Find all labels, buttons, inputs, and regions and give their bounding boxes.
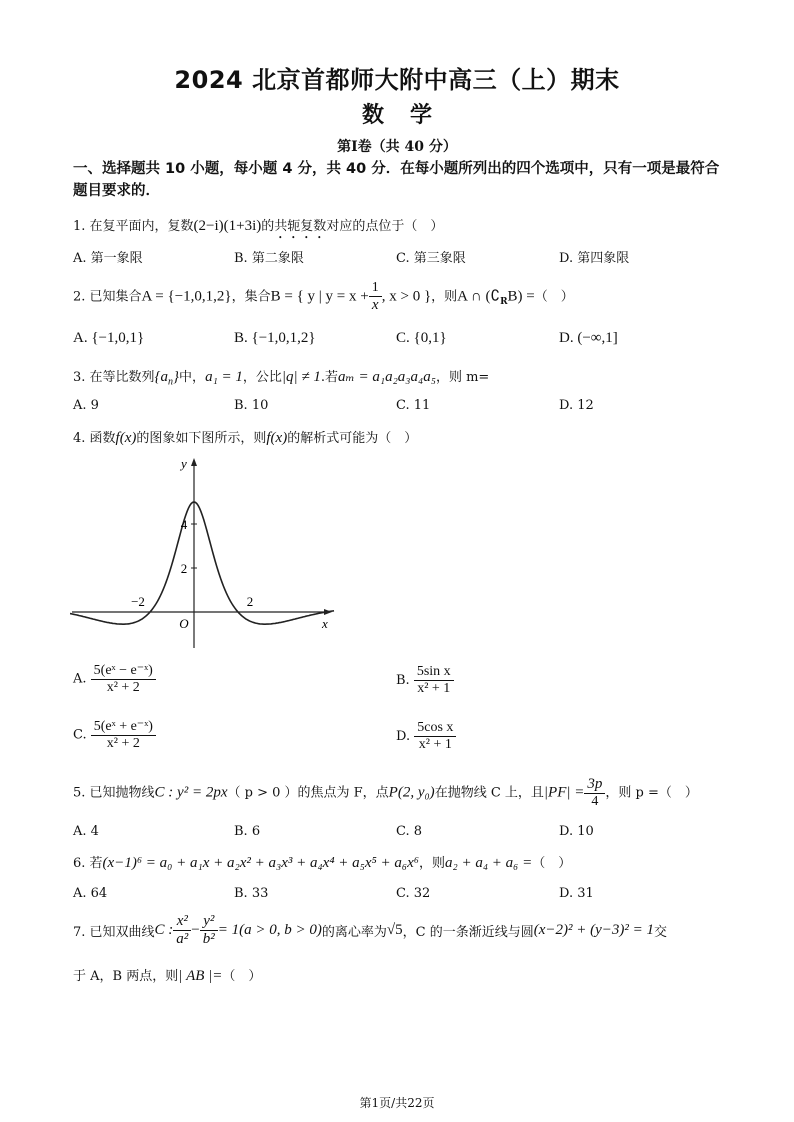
q1-option-d[interactable]: D. 第四象限 — [559, 251, 630, 266]
q6-option-d[interactable]: D. 31 — [559, 886, 594, 901]
q2-option-b[interactable]: B. {−1,0,1,2} — [234, 330, 316, 346]
q6-option-a[interactable]: A. 64 — [73, 886, 108, 901]
q3-option-b[interactable]: B. 10 — [234, 398, 269, 413]
question-2-stem — [73, 280, 574, 314]
q7-circle: (x−2)² + (y−3)² = 1 — [533, 922, 654, 938]
q5-point: P(2, y₀) — [388, 784, 435, 801]
question-1-stem — [73, 215, 443, 242]
q7-eccentricity: √5 — [386, 922, 403, 938]
function-graph — [70, 452, 340, 652]
q3-option-a[interactable]: A. 9 — [73, 398, 99, 413]
origin-label: O — [179, 616, 189, 631]
q2-expression: A ∩ (∁ — [457, 288, 501, 305]
q7-equation: = 1(a > 0, b > 0) — [217, 922, 322, 938]
q6-target: a₂ + a₄ + a₆ = — [445, 855, 533, 871]
q1-prefix: 1. 在复平面内，复数 — [73, 219, 194, 234]
subject-title: 数学 — [361, 103, 458, 128]
question-5-stem: 5. 已知抛物线C : y² = 2px（ p > 0 ）的焦点为 F，点P(2, y₀)在抛物线 C 上，且|PF| = $\frac{3p}{4}$ ，则 p =（ ） — [73, 776, 698, 809]
section-instructions: 一、选择题共 10 小题，每小题 4 分，共 40 分．在每小题所列出的四个选项中，只有一项是最符合题目要求的． — [73, 161, 720, 199]
q3-seq: {a — [154, 369, 169, 385]
exam-title: 2024 北京首都师大附中高三（上）期末 — [174, 66, 620, 94]
section-heading: 第Ⅰ卷（共 40 分） — [337, 139, 457, 155]
q4-option-d[interactable]: D. $\frac{\text{5cos x}}{\text{x² + 1}}$ — [396, 720, 456, 753]
y-axis-arrow — [191, 458, 197, 466]
q6-expansion: (x−1)⁶ = a₀ + a₁x + a₂x² + a₃x³ + a₄x⁴ + a₅x⁵ + a₆x⁶ — [102, 855, 419, 871]
x-tick-2: 2 — [246, 594, 254, 609]
q5-option-b[interactable]: B. 6 — [234, 824, 261, 839]
q5-option-c[interactable]: C. 8 — [396, 824, 423, 839]
q1-emphasis: 共轭复数 — [274, 219, 327, 234]
q7-ab: | AB |= — [178, 968, 223, 984]
q1-option-c[interactable]: C. 第三象限 — [396, 251, 466, 266]
q3-ratio: |q| ≠ 1 — [281, 369, 321, 385]
q2-fraction: $\frac{1}{x}$ — [369, 280, 382, 314]
q2-expression-end: B) = — [507, 288, 535, 305]
question-3-stem: 3. 在等比数列$\{a_n\}$中，a₁ = 1，公比|q| ≠ 1.若aₘ = a₁a₂a₃a₄a₅，则 m= — [73, 369, 490, 388]
q2-set-b-right: , x > 0 } — [381, 288, 432, 305]
q2-prefix: 2. 已知集合 — [73, 289, 142, 305]
q4-option-b[interactable]: B. $\frac{\text{5sin x}}{\text{x² + 1}}$ — [396, 664, 454, 697]
q3-am: aₘ = a₁a₂a₃a₄a₅ — [338, 369, 436, 385]
q3-option-d[interactable]: D. 12 — [559, 398, 594, 413]
q2-set-b-left: B = { y | y = x + — [270, 288, 369, 305]
x-tick-neg2: −2 — [131, 594, 145, 609]
question-4-stem: 4. 函数f(x)的图象如下图所示，则f(x)的解析式可能为（ ） — [73, 430, 418, 446]
q5-curve: C : y² = 2px — [154, 784, 228, 801]
q3-option-c[interactable]: C. 11 — [396, 398, 431, 413]
q2-mid: ，集合 — [231, 289, 271, 305]
page-number: 第1页/共22页 — [359, 1096, 435, 1110]
q4-option-a[interactable]: A. $\frac{\text{5(eˣ − e⁻ˣ)}}{\text{x² + 2}}$ — [73, 662, 156, 696]
q1-option-b[interactable]: B. 第二象限 — [234, 251, 304, 266]
q4-option-c[interactable]: C. $\frac{\text{5(eˣ + e⁻ˣ)}}{\text{x² + 2}}$ — [73, 718, 156, 752]
question-7-stem-line2: 于 A，B 两点，则| AB |=（ ） — [73, 968, 262, 984]
q5-option-a[interactable]: A. 4 — [73, 824, 99, 839]
question-7-stem: 7. 已知双曲线C : $\frac{\text{x²}}{\text{a²}}$ − $\frac{\text{y²}}{\text{b²}}$ = 1(a > 0, b > 0)的离心率为√5，C 的一条渐近线与圆(x−2)² + (y−3)² = 1交 — [73, 913, 668, 947]
q1-mid: 的 — [261, 219, 275, 234]
q1-option-a[interactable]: A. 第一象限 — [73, 251, 143, 266]
q2-option-a[interactable]: A. {−1,0,1} — [73, 330, 145, 346]
q2-subscript: R — [500, 297, 508, 308]
q3-prefix: 3. 在等比数列 — [73, 370, 155, 385]
q3-a1: a₁ = 1 — [205, 369, 243, 385]
q2-set-a: A = {−1,0,1,2} — [141, 288, 232, 305]
q1-suffix: 对应的点位于（ ） — [326, 219, 444, 234]
q2-option-d[interactable]: D. (−∞,1] — [559, 330, 618, 346]
q2-option-c[interactable]: C. {0,1} — [396, 330, 447, 346]
q4-fx: f(x) — [115, 430, 137, 446]
q6-option-c[interactable]: C. 32 — [396, 886, 431, 901]
y-axis-label: y — [181, 456, 187, 471]
y-tick-2: 2 — [180, 561, 188, 576]
q2-tail: （ ） — [534, 289, 574, 305]
q5-option-d[interactable]: D. 10 — [559, 824, 594, 839]
y-tick-4: 4 — [180, 517, 188, 532]
function-curve — [70, 502, 334, 624]
q6-option-b[interactable]: B. 33 — [234, 886, 269, 901]
q5-pf: |PF| = — [543, 784, 585, 801]
q2-then: ，则 — [431, 289, 458, 305]
q1-expression: (2−i)(1+3i) — [193, 218, 262, 234]
question-6-stem: 6. 若(x−1)⁶ = a₀ + a₁x + a₂x² + a₃x³ + a₄x⁴ + a₅x⁵ + a₆x⁶，则a₂ + a₄ + a₆ =（ ） — [73, 855, 572, 871]
x-axis-label: x — [322, 616, 328, 631]
